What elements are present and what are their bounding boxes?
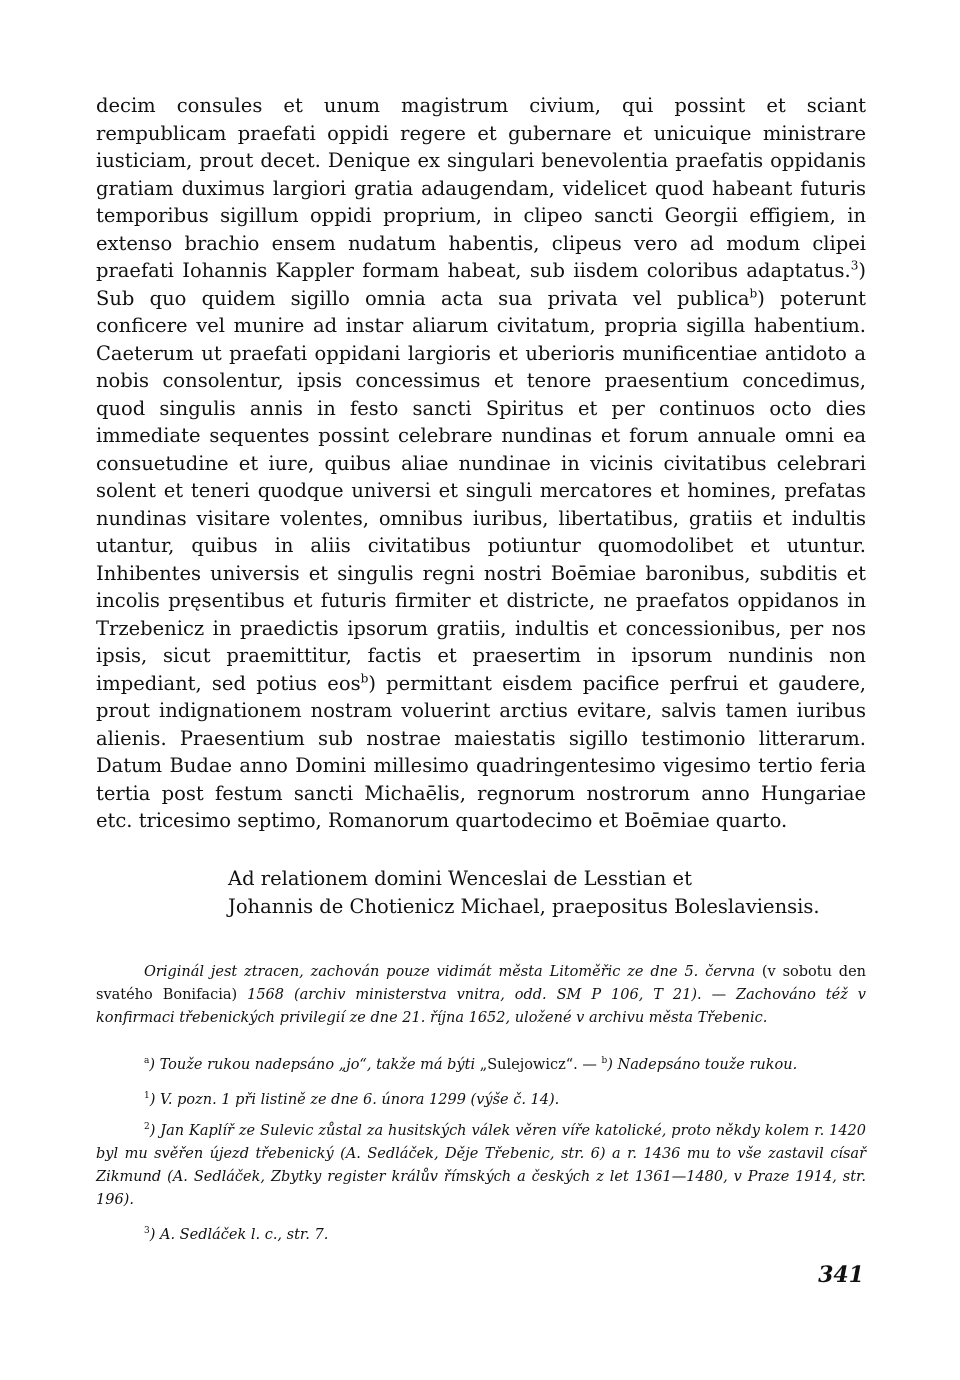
- footnote-mark: a: [144, 1055, 150, 1066]
- page-number: 341: [818, 1262, 864, 1288]
- footnote-text: ) A. Sedláček l. c., str. 7.: [149, 1226, 329, 1243]
- main-text: [96, 92, 866, 835]
- archival-note-part: —: [701, 986, 737, 1003]
- main-text-part: ) poterunt conficere vel munire ad instar aliarum civitatum, propria sigilla habentium. Caeterum ut praefati oppidani largioris et uberioris munificentiae antidoto a nobis consolentur, ipsis concessimus et tenore praesentium concedimus, quod singulis annis in festo sancti Spiritus et per continuos octo dies immediate sequentes possint celebrare nundinas et forum annuale omni ea consuetudine et iure, quibus aliae nundinae in vicinis civitatibus celebrari solent et teneri quodque universi et singuli mercatores et homines, prefatas nundinas visitare volentes, omnibus iuribus, libertatibus, gratiis et indultis utantur, quibus in aliis civitatibus potiuntur quomodolibet et utuntur. Inhibentes universis et singulis regni nostri Boēmiae baronibus, subditis et incolis pręsentibus et futuris firmiter et districte, ne praefatos oppidanos in Trzebenicz in praedictis ipsorum gratiis, indultis et concessionibus, per nos ipsis, sicut praemittitur, factis et praesertim in ipsorum nundinis non impediant, sed potius eos: [96, 286, 866, 695]
- closing-line: Ad relationem domini Wenceslai de Lesstian et: [228, 866, 692, 890]
- footnote-mark: 3: [144, 1225, 150, 1236]
- page: [96, 92, 866, 1259]
- footnote-text: ) V. pozn. 1 při listině ze dne 6. února 1299 (výše č. 14).: [149, 1091, 560, 1108]
- footnote-mark: b: [601, 1055, 608, 1066]
- archival-note-part: Originál jest ztracen, zachován pouze vidimát města Litoměřic ze dne 5. června: [144, 963, 755, 980]
- footnote-3: [96, 1224, 866, 1247]
- closing-line: Johannis de Chotienicz Michael, praepositus Boleslaviensis.: [228, 894, 820, 918]
- archival-note-part: (v sobotu den svatého Bonifacia): [96, 963, 867, 1003]
- footnote-text: ) Nadepsáno touže rukou.: [607, 1056, 798, 1073]
- footnote-2: [96, 1120, 866, 1212]
- footnote-ab: [96, 1054, 866, 1077]
- footnote-text: „Sulejowicz“. —: [475, 1056, 602, 1073]
- archival-note: [96, 961, 866, 1030]
- footnote-mark: 2: [144, 1121, 150, 1132]
- archival-note-part: 1568 (archiv ministerstva vnitra, odd. SM P 106, T 21).: [247, 986, 702, 1003]
- footnote-ref-3[interactable]: 3: [850, 258, 859, 273]
- closing-attestation: [228, 865, 866, 921]
- main-text-part: ) Sub quo quidem sigillo omnia acta sua privata vel publica: [96, 259, 866, 310]
- footnote-1: [96, 1089, 866, 1112]
- footnote-text: ) Touže rukou nadepsáno „jo“, takže má býti: [149, 1056, 476, 1073]
- archival-note-part: Zachováno též v konfirmaci třebenických privilegií ze dne 21. října 1652, uložené v archivu města Třebenic.: [96, 986, 866, 1026]
- footnote-mark: 1: [144, 1090, 150, 1101]
- footnote-text: ) Jan Kaplíř ze Sulevic zůstal za husitských válek věren víře katolické, proto někdy kolem r. 1420 byl mu svěřen újezd třebenický (A. Sedláček, Děje Třebenic, str. 6) a r. 1436 mu to vše zastavil císař Zikmund (A. Sedláček, Zbytky register králův římských a českých z let 1361—1480, v Praze 1914, str. 196).: [96, 1122, 866, 1208]
- footnote-ref-b[interactable]: b: [749, 286, 758, 300]
- main-text-part: ) permittant eisdem pacifice perfrui et gaudere, prout indignationem nostram voluerint arctius evitare, salvis tamen iuribus alienis. Praesentium sub nostrae maiestatis sigillo testimonio litterarum. Datum Budae anno Domini millesimo quadringentesimo vigesimo tertio feria tertia post festum sancti Michaēlis, regnorum nostrorum anno Hungariae etc. tricesimo septimo, Romanorum quartodecimo et Boēmiae quarto.: [96, 671, 866, 832]
- footnote-ref-b[interactable]: b: [360, 671, 369, 685]
- footnotes: [96, 1054, 866, 1247]
- main-text-part: decim consules et unum magistrum civium, qui possint et sciant rempublicam praefati oppidi regere et gubernare et unicuique ministrare iusticiam, prout decet. Denique ex singulari benevolentia praefatis oppidanis gratiam duximus largiori gratia adaugendam, videlicet quod habeant futuris temporibus sigillum oppidi proprium, in clipeo sancti Georgii effigiem, in extenso brachio ensem nudatum habentis, clipeus vero ad modum clipei praefati Iohannis Kappler formam habeat, sub iisdem coloribus adaptatus.: [96, 94, 866, 282]
